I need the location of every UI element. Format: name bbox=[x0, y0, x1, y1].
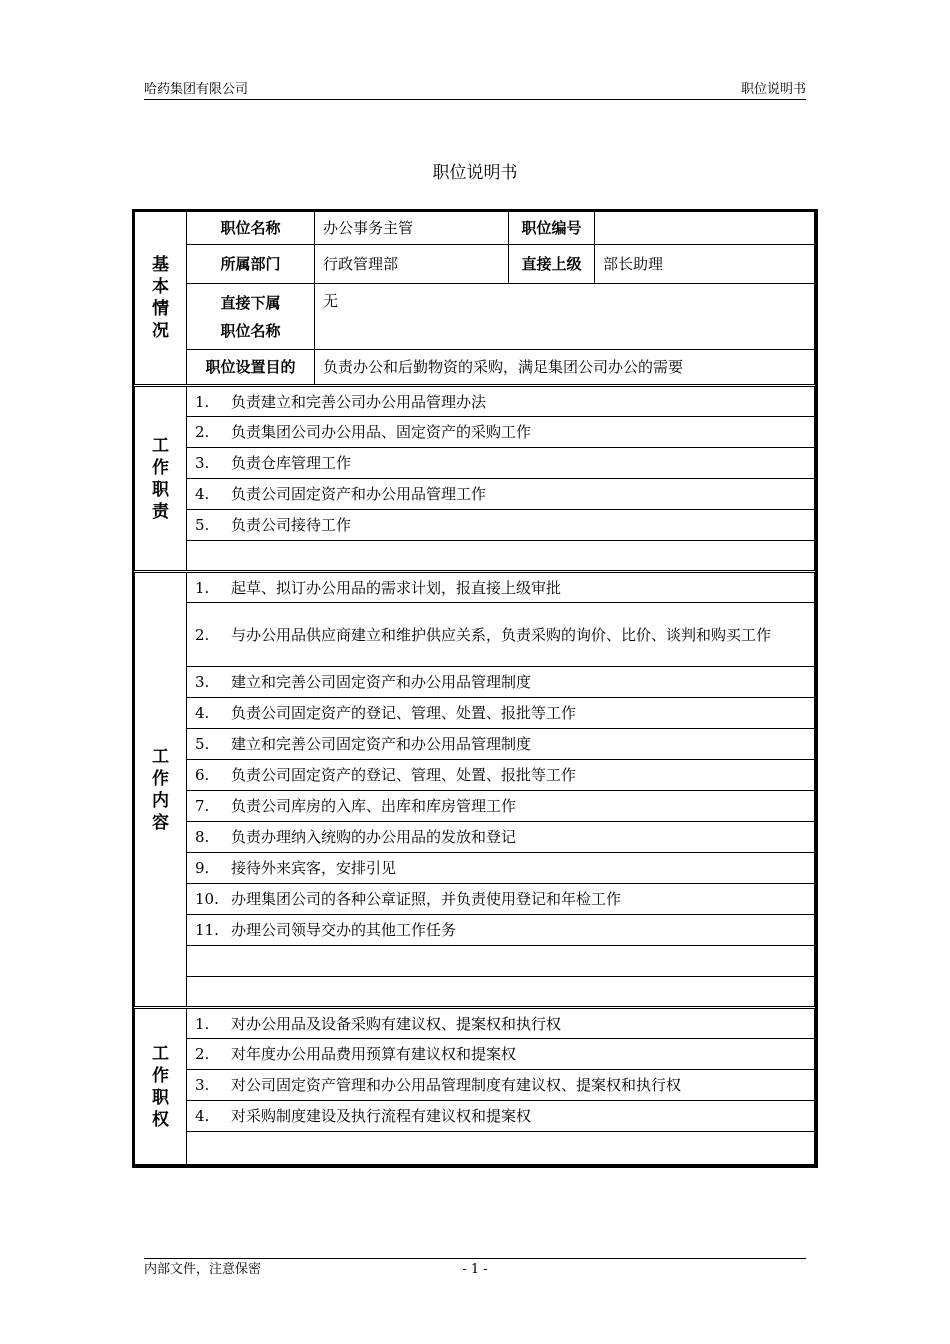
subordinate-label bbox=[187, 284, 315, 350]
authority-item-text: 对采购制度建设及执行流程有建议权和提案权 bbox=[231, 1107, 532, 1125]
purpose-value: 负责办公和后勤物资的采购，满足集团公司办公的需要 bbox=[315, 350, 815, 386]
content-item-num: 7. bbox=[195, 797, 210, 815]
section-authority-char-2: 作 bbox=[152, 1065, 169, 1086]
content-item-num: 10. bbox=[195, 890, 219, 908]
content-item-num: 2. bbox=[195, 625, 210, 644]
duty-item-empty bbox=[187, 541, 815, 572]
authority-row bbox=[135, 1070, 815, 1101]
position-code-label: 职位编号 bbox=[509, 212, 595, 245]
section-duties-char-3: 职 bbox=[152, 479, 169, 500]
content-item-num: 4. bbox=[195, 704, 210, 722]
content-row bbox=[135, 760, 815, 791]
duty-row bbox=[135, 417, 815, 448]
authority-item bbox=[187, 1039, 815, 1070]
content-item-num: 5. bbox=[195, 735, 210, 753]
footer-rule bbox=[144, 1258, 806, 1259]
duty-item bbox=[187, 448, 815, 479]
content-item-num: 3. bbox=[195, 673, 210, 691]
section-content-char-3: 内 bbox=[152, 790, 169, 811]
duty-item bbox=[187, 479, 815, 510]
content-item bbox=[187, 915, 815, 946]
duty-item-num: 5. bbox=[195, 516, 210, 534]
authority-item bbox=[187, 1101, 815, 1132]
position-name-label: 职位名称 bbox=[187, 212, 315, 245]
section-authority-char-3: 职 bbox=[152, 1087, 169, 1108]
content-item bbox=[187, 667, 815, 698]
content-item bbox=[187, 760, 815, 791]
authority-item bbox=[187, 1008, 815, 1039]
content-item-text: 负责公司固定资产的登记、管理、处置、报批等工作 bbox=[231, 704, 577, 722]
duty-item-text: 负责公司固定资产和办公用品管理工作 bbox=[231, 485, 487, 503]
content-row bbox=[135, 729, 815, 760]
content-item-text: 与办公用品供应商建立和维护供应关系，负责采购的询价、比价、谈判和购买工作 bbox=[231, 625, 772, 644]
section-basic-label bbox=[135, 212, 187, 386]
section-content-char-4: 容 bbox=[152, 812, 169, 833]
row-subordinate bbox=[135, 284, 815, 350]
duty-row-empty bbox=[135, 541, 815, 572]
content-item-num: 9. bbox=[195, 859, 210, 877]
content-item-text: 建立和完善公司固定资产和办公用品管理制度 bbox=[231, 735, 532, 753]
header-doc-type: 职位说明书 bbox=[740, 82, 806, 97]
content-row bbox=[135, 791, 815, 822]
duty-item-num: 1. bbox=[195, 392, 210, 411]
section-basic-char-3: 情 bbox=[152, 299, 169, 319]
authority-row bbox=[135, 1008, 815, 1039]
footer-page-number: - 1 - bbox=[462, 1262, 488, 1277]
row-department bbox=[135, 245, 815, 284]
duty-item bbox=[187, 386, 815, 417]
duty-item-text: 负责仓库管理工作 bbox=[231, 454, 352, 472]
authority-item-num: 1. bbox=[195, 1014, 210, 1033]
row-purpose bbox=[135, 350, 815, 386]
footer-confidential-note: 内部文件，注意保密 bbox=[144, 1262, 262, 1277]
section-duties-label bbox=[135, 386, 187, 572]
section-authority-label bbox=[135, 1008, 187, 1165]
authority-item-num: 3. bbox=[195, 1076, 210, 1094]
duty-row bbox=[135, 448, 815, 479]
authority-item-text: 对年度办公用品费用预算有建议权和提案权 bbox=[231, 1045, 517, 1063]
position-name-value: 办公事务主管 bbox=[315, 212, 509, 245]
position-code-value bbox=[595, 212, 815, 245]
section-basic-char-2: 本 bbox=[152, 277, 169, 297]
department-label: 所属部门 bbox=[187, 245, 315, 284]
content-item bbox=[187, 603, 815, 667]
duty-item bbox=[187, 510, 815, 541]
section-content-char-2: 作 bbox=[152, 768, 169, 789]
authority-item bbox=[187, 1070, 815, 1101]
section-duties-char-1: 工 bbox=[152, 435, 169, 456]
content-row bbox=[135, 667, 815, 698]
header-company: 哈药集团有限公司 bbox=[144, 82, 249, 97]
content-item-empty bbox=[187, 977, 815, 1008]
content-item-text: 接待外来宾客，安排引见 bbox=[231, 859, 397, 877]
content-item-text: 负责办理纳入统购的办公用品的发放和登记 bbox=[231, 828, 517, 846]
content-item bbox=[187, 884, 815, 915]
page-title: 职位说明书 bbox=[432, 163, 518, 183]
section-content-char-1: 工 bbox=[152, 746, 169, 767]
content-row-empty bbox=[135, 977, 815, 1008]
content-item bbox=[187, 698, 815, 729]
duty-row bbox=[135, 386, 815, 417]
content-item-num: 11. bbox=[195, 921, 219, 939]
duty-item-num: 3. bbox=[195, 454, 210, 472]
authority-item-text: 对公司固定资产管理和办公用品管理制度有建议权、提案权和执行权 bbox=[231, 1076, 682, 1094]
content-row bbox=[135, 915, 815, 946]
content-item-num: 8. bbox=[195, 828, 210, 846]
content-item-text: 办理集团公司的各种公章证照，并负责使用登记和年检工作 bbox=[231, 890, 622, 908]
content-item-text: 负责公司库房的入库、出库和库房管理工作 bbox=[231, 797, 517, 815]
superior-label: 直接上级 bbox=[509, 245, 595, 284]
content-item bbox=[187, 791, 815, 822]
position-description-table bbox=[132, 209, 818, 1168]
content-row bbox=[135, 603, 815, 667]
content-item bbox=[187, 822, 815, 853]
content-item-num: 6. bbox=[195, 766, 210, 784]
content-row bbox=[135, 698, 815, 729]
duty-item bbox=[187, 417, 815, 448]
section-authority-char-1: 工 bbox=[152, 1043, 169, 1064]
duty-row bbox=[135, 510, 815, 541]
duty-row bbox=[135, 479, 815, 510]
authority-item-empty bbox=[187, 1132, 815, 1165]
authority-row bbox=[135, 1101, 815, 1132]
content-row bbox=[135, 853, 815, 884]
content-row bbox=[135, 822, 815, 853]
department-value: 行政管理部 bbox=[315, 245, 509, 284]
content-item bbox=[187, 729, 815, 760]
section-basic-char-1: 基 bbox=[152, 255, 169, 275]
subordinate-label-line-2: 职位名称 bbox=[220, 321, 281, 340]
content-item-num: 1. bbox=[195, 578, 210, 597]
content-item bbox=[187, 853, 815, 884]
duty-item-num: 4. bbox=[195, 485, 210, 503]
superior-value: 部长助理 bbox=[595, 245, 815, 284]
authority-item-num: 4. bbox=[195, 1107, 210, 1125]
content-item-empty bbox=[187, 946, 815, 977]
content-item-text: 办理公司领导交办的其他工作任务 bbox=[231, 921, 457, 939]
section-content-label bbox=[135, 572, 187, 1008]
content-item-text: 起草、拟订办公用品的需求计划，报直接上级审批 bbox=[231, 578, 562, 597]
subordinate-label-line-1: 直接下属 bbox=[220, 293, 281, 312]
content-row bbox=[135, 572, 815, 603]
duty-item-num: 2. bbox=[195, 423, 210, 441]
authority-row bbox=[135, 1039, 815, 1070]
duty-item-text: 负责建立和完善公司办公用品管理办法 bbox=[231, 392, 487, 411]
authority-item-text: 对办公用品及设备采购有建议权、提案权和执行权 bbox=[231, 1014, 562, 1033]
duty-item-text: 负责公司接待工作 bbox=[231, 516, 352, 534]
content-item-text: 负责公司固定资产的登记、管理、处置、报批等工作 bbox=[231, 766, 577, 784]
purpose-label: 职位设置目的 bbox=[187, 350, 315, 386]
row-position-name bbox=[135, 212, 815, 245]
content-row bbox=[135, 884, 815, 915]
section-basic-char-4: 况 bbox=[152, 321, 169, 341]
section-duties-char-4: 责 bbox=[152, 501, 169, 522]
content-item-text: 建立和完善公司固定资产和办公用品管理制度 bbox=[231, 673, 532, 691]
content-row-empty bbox=[135, 946, 815, 977]
subordinate-value: 无 bbox=[315, 284, 815, 350]
authority-item-num: 2. bbox=[195, 1045, 210, 1063]
header-rule bbox=[144, 99, 806, 100]
authority-row-empty bbox=[135, 1132, 815, 1165]
content-item bbox=[187, 572, 815, 603]
section-authority-char-4: 权 bbox=[152, 1109, 169, 1130]
section-duties-char-2: 作 bbox=[152, 457, 169, 478]
duty-item-text: 负责集团公司办公用品、固定资产的采购工作 bbox=[231, 423, 532, 441]
